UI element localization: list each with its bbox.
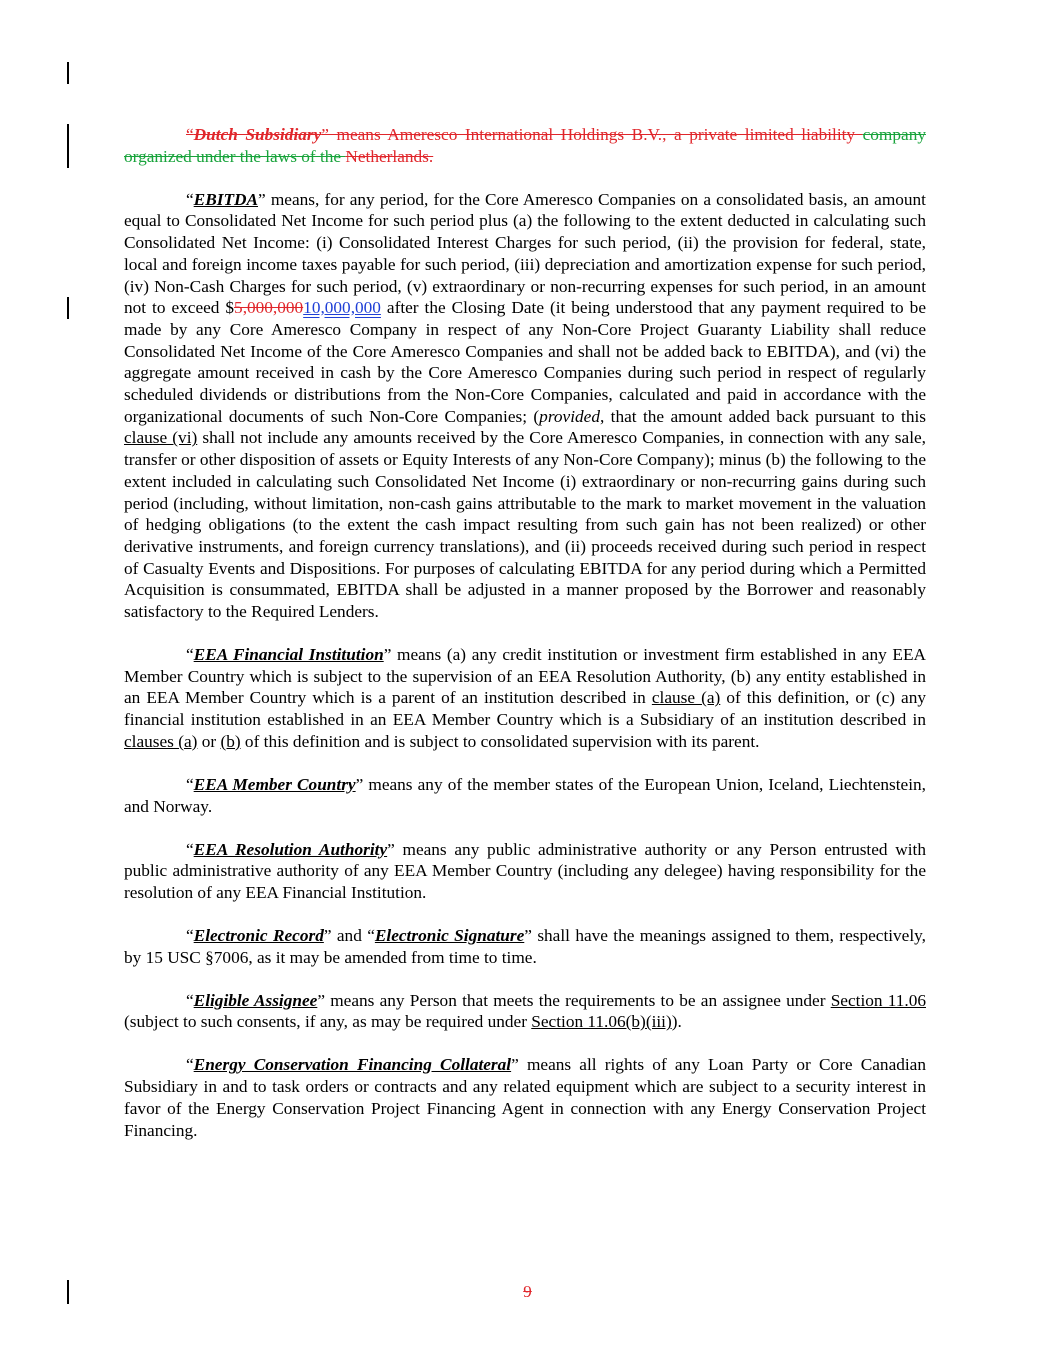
definition-ebitda	[124, 189, 926, 623]
open-quote: “	[186, 189, 194, 209]
definition-text: ” and “	[323, 925, 375, 945]
change-bar	[67, 62, 69, 84]
definition-eea-financial-institution	[124, 644, 926, 753]
definition-text: ” means, for any period, for the Core Ameresco Companies on a consolidated basis, an amount equal to Consolidated Net Income for such period plus (a) the following to the extent deducted in calculating such Consolidated Net Income: (i) Consolidated Interest Charges for such period, (ii) the provision for federal, state, local and foreign income taxes payable for such period, (iii) depreciation and amortization expense for such period, (iv) Non-Cash Charges for such period, (v) extraordinary or non-recurring expenses for such period, in an amount not to exceed $	[124, 189, 926, 318]
definition-text: , that the amount added back pursuant to this	[599, 406, 926, 426]
deleted-open-quote: “	[186, 125, 194, 144]
change-bar	[67, 124, 69, 168]
definition-eea-member-country	[124, 774, 926, 817]
section-reference: Section 11.06	[830, 990, 926, 1010]
defined-term: Electronic Signature	[374, 925, 525, 945]
definition-text: (subject to such consents, if any, as may be required under	[124, 1012, 532, 1032]
italic-word: provided	[539, 406, 600, 426]
document-page	[124, 124, 926, 1163]
inserted-amount: 10,000,000	[303, 298, 381, 318]
defined-term: EEA Financial Institution	[193, 645, 384, 665]
open-quote: “	[186, 990, 194, 1010]
deleted-amount: 5,000,000	[234, 298, 304, 318]
open-quote: “	[186, 1055, 194, 1075]
defined-term: Eligible Assignee	[193, 990, 318, 1010]
deleted-text: Netherlands.	[345, 146, 434, 166]
definition-dutch-subsidiary	[124, 124, 926, 167]
definition-text: ” means any Person that meets the requirements to be an assignee under	[317, 990, 831, 1010]
page-number: 9	[523, 1282, 532, 1301]
defined-term: Dutch Subsidiary	[193, 125, 322, 144]
clause-reference: clause (vi)	[124, 428, 198, 448]
defined-term: Electronic Record	[193, 925, 324, 945]
defined-term: EBITDA	[193, 189, 259, 209]
definition-text: or	[197, 731, 221, 751]
definition-text: ” means any public administrative authority or any Person entrusted with public administrative authority of any EEA Member Country (including any delegee) having responsibility for the resolution of any EEA Financial Institution.	[124, 839, 926, 902]
definition-text: of this definition and is subject to consolidated supervision with its parent.	[240, 731, 760, 751]
definition-electronic-record	[124, 925, 926, 968]
open-quote: “	[186, 839, 194, 859]
definition-energy-conservation-financing-collateral	[124, 1054, 926, 1141]
definition-text: after the Closing Date (it being understood that any payment required to be made by any Core Ameresco Company in respect of any Non-Core Project Guaranty Liability shall reduce Consolidated Net Income of the Core Ameresco Companies and shall not be added back to EBITDA), and (vi) the aggregate amount received in cash by the Core Ameresco Companies during such period in respect of regularly scheduled dividends or distributions from the Non-Core Companies, calculated and paid in accordance with the organizational documents of such Non-Core Companies; (	[124, 298, 926, 426]
defined-term: EEA Member Country	[193, 774, 356, 794]
section-reference: Section 11.06(b)(iii)	[531, 1012, 672, 1032]
definition-eligible-assignee	[124, 990, 926, 1033]
definition-eea-resolution-authority	[124, 839, 926, 904]
clause-reference: clauses (a)	[124, 731, 198, 751]
moved-text: company organized under the laws of the	[124, 125, 926, 166]
clause-reference: clause (a)	[651, 688, 721, 708]
defined-term: Energy Conservation Financing Collateral	[193, 1055, 512, 1075]
open-quote: “	[186, 774, 194, 794]
definition-text: ” shall have the meanings assigned to them, respectively, by 15 USC §7006, as it may be amended from time to time.	[124, 925, 926, 967]
definition-text: ” means any of the member states of the European Union, Iceland, Liechtenstein, and Norway.	[124, 774, 926, 816]
defined-term: EEA Resolution Authority	[193, 839, 388, 859]
open-quote: “	[186, 925, 194, 945]
definition-text: of this definition, or (c) any financial institution established in an EEA Member Country which is a Subsidiary of an institution described in	[124, 688, 927, 730]
definition-text: shall not include any amounts received by the Core Ameresco Companies, in connection with any sale, transfer or other disposition of assets or Equity Interests of any Non-Core Company); minus (b) the following to the extent included in calculating such Consolidated Net Income (i) extraordinary or non-recurring gains during such period (including, without limitation, non-cash gains attributable to the mark to market movement in the valuation of hedging obligations (to the extent the cash impact resulting from such gain has not been realized) or other derivative instruments, and foreign currency translations), and (ii) proceeds received during such period in respect of Casualty Events and Dispositions. For purposes of calculating EBITDA for any period during which a Permitted Acquisition is consummated, EBITDA shall be adjusted in a manner proposed by the Borrower and reasonably satisfactory to the Required Lenders.	[124, 428, 926, 622]
open-quote: “	[186, 645, 194, 665]
definition-text: ).	[671, 1012, 682, 1032]
definition-text: ” means all rights of any Loan Party or Core Canadian Subsidiary in and to task orders or contracts and any related equipment which are subject to a security interest in favor of the Energy Conservation Project Financing Agent in connection with any Energy Conservation Project Financing.	[124, 1055, 926, 1140]
clause-reference: (b)	[220, 731, 241, 751]
change-bar	[67, 297, 69, 319]
deleted-text: ” means Ameresco International Holdings B.V., a private limited liability	[321, 125, 863, 144]
definition-text: ” means (a) any credit institution or investment firm established in any EEA Member Country which is subject to the supervision of an EEA Resolution Authority, (b) any entity established in an EEA Member Country which is a parent of an institution described in	[124, 645, 926, 708]
